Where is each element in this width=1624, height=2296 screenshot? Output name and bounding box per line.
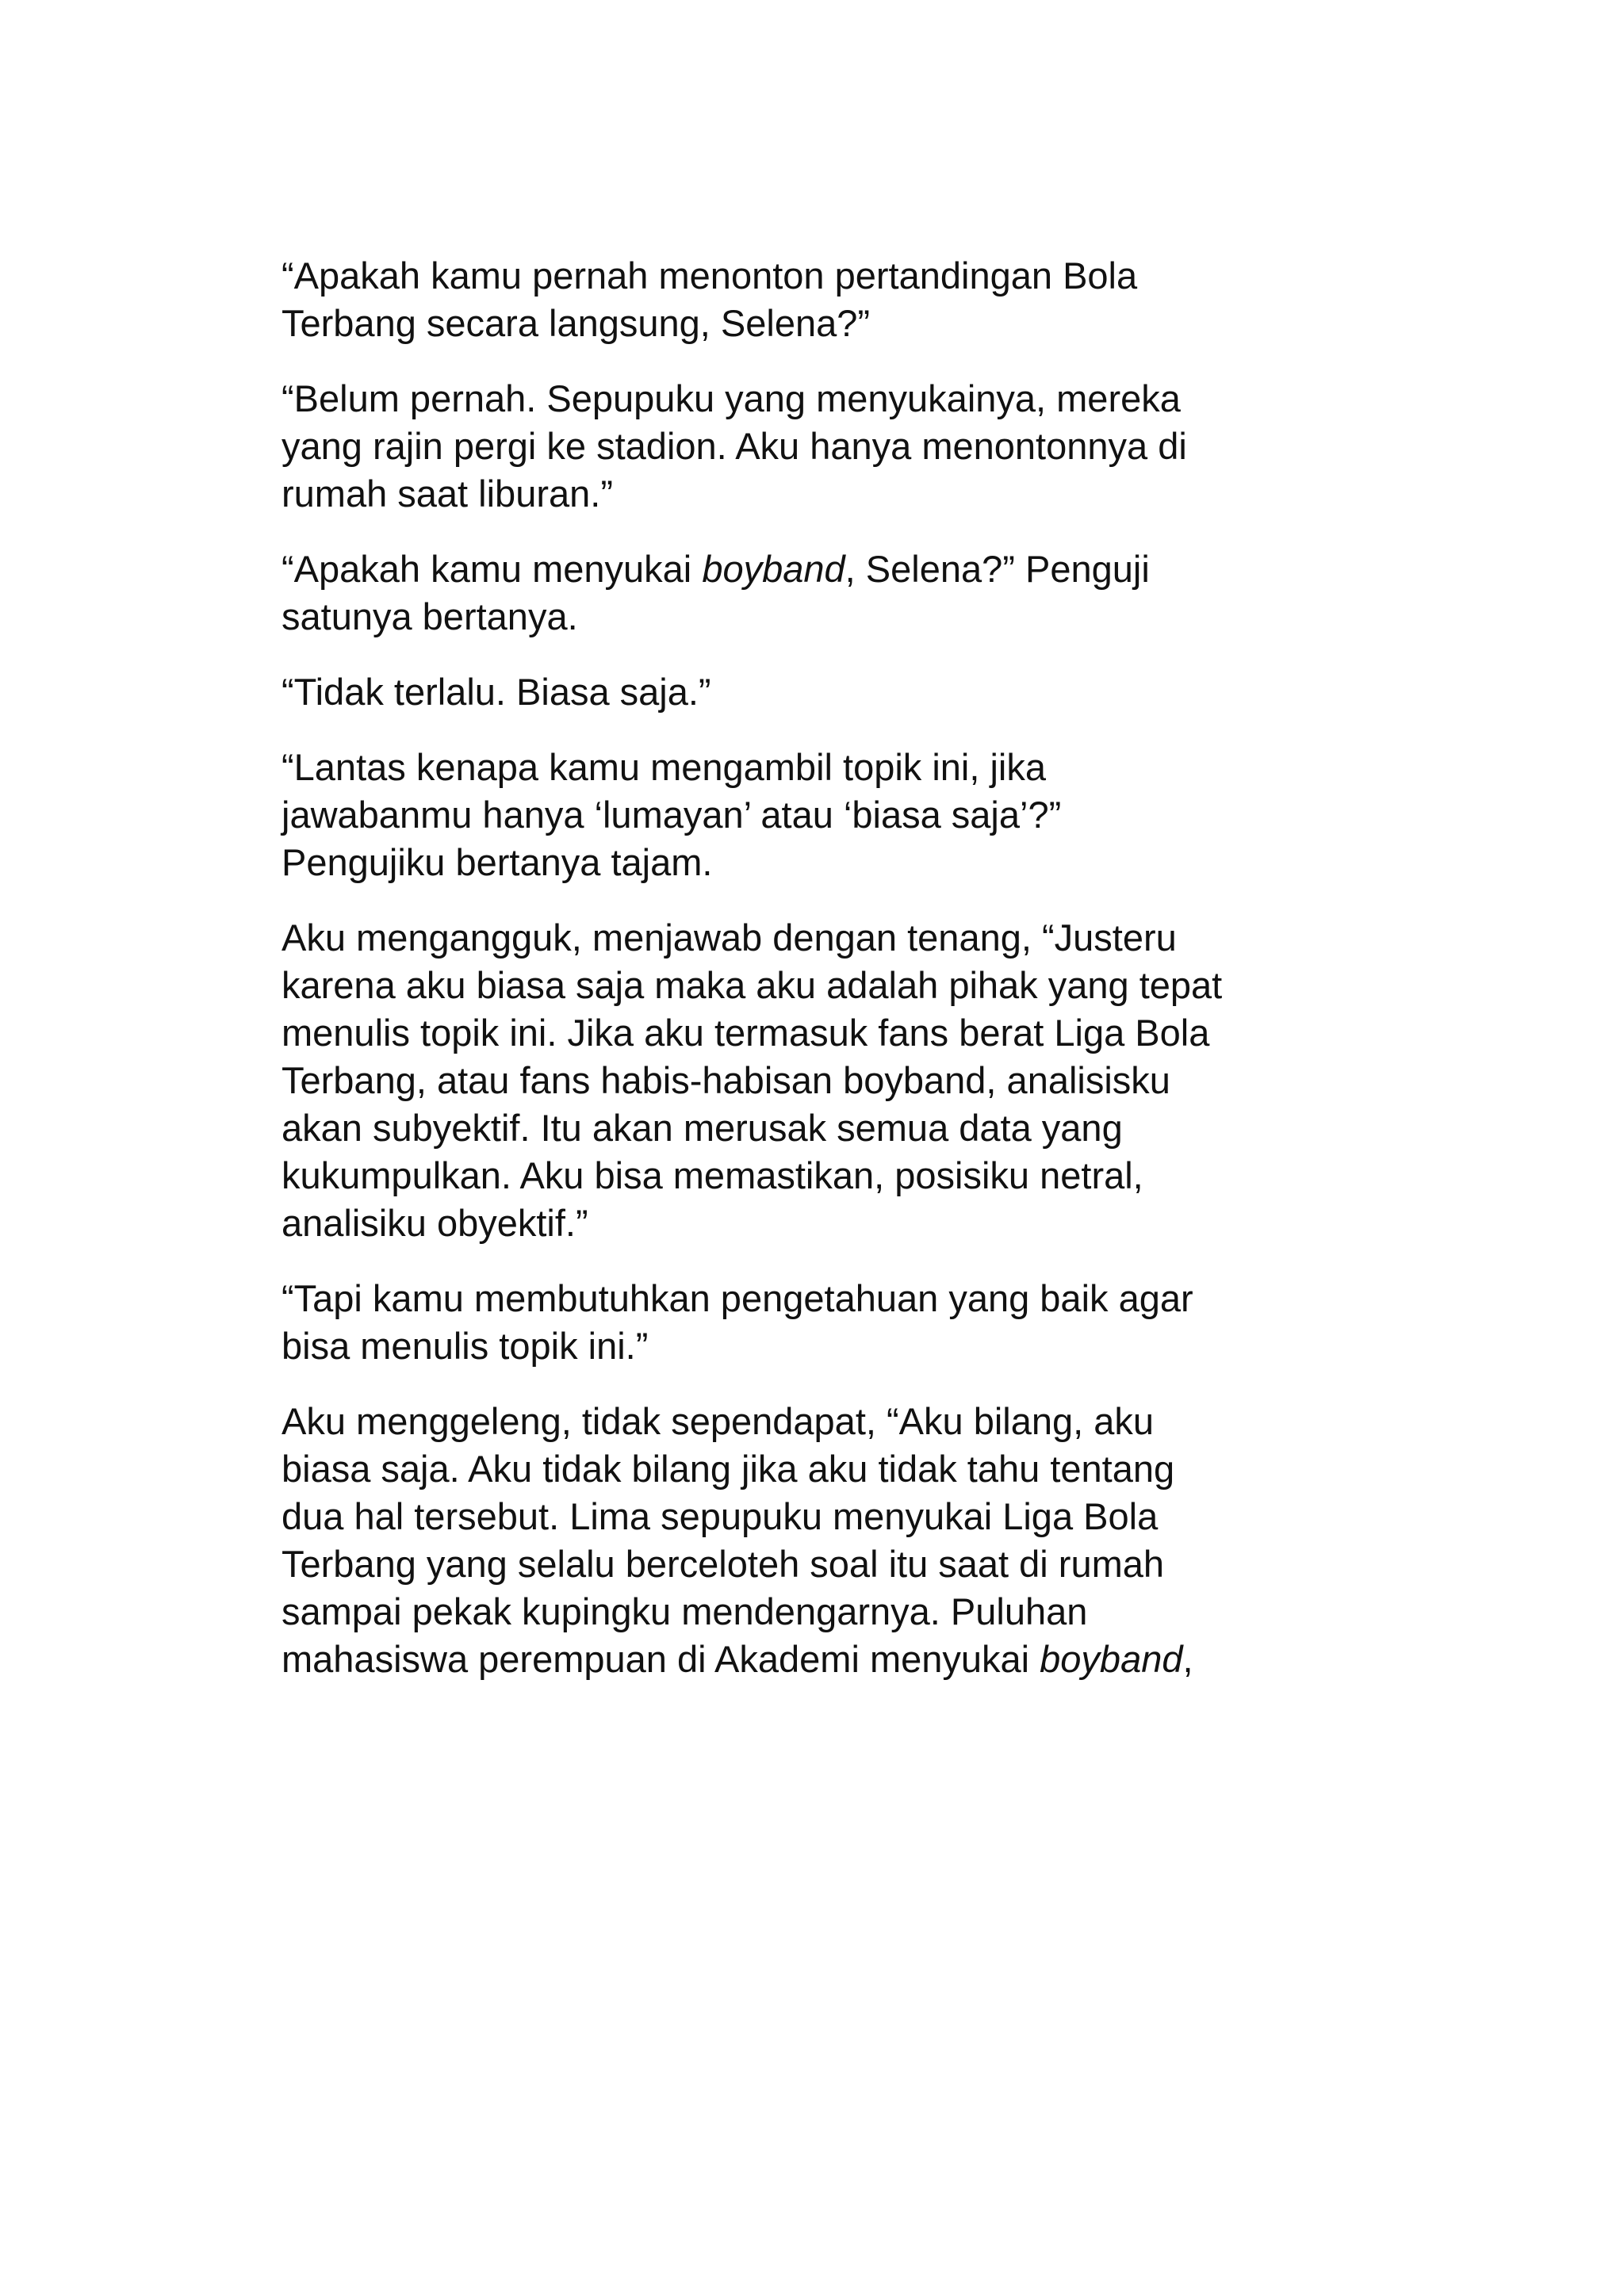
text-line: karena aku biasa saja maka aku adalah pihak yang tepat — [282, 964, 1223, 1006]
text-run: mahasiswa perempuan di Akademi menyukai — [282, 1638, 1040, 1680]
text-line: “Lantas kenapa kamu mengambil topik ini, jika — [282, 746, 1047, 788]
document-body — [282, 252, 1368, 1711]
text-line: bisa menulis topik ini.” — [282, 1325, 649, 1367]
text-line: Terbang, atau fans habis-habisan boyband, analisisku — [282, 1059, 1170, 1101]
text-line — [282, 545, 1368, 593]
text-line: analisiku obyektif.” — [282, 1202, 588, 1244]
text-line: Terbang secara langsung, Selena?” — [282, 302, 871, 344]
paragraph — [282, 744, 1368, 886]
text-line: “Tidak terlalu. Biasa saja.” — [282, 671, 711, 713]
text-run: , — [1182, 1638, 1193, 1680]
paragraph — [282, 914, 1368, 1247]
text-line: Aku mengangguk, menjawab dengan tenang, “Justeru — [282, 916, 1177, 959]
paragraph — [282, 545, 1368, 641]
text-line: biasa saja. Aku tidak bilang jika aku tidak tahu tentang — [282, 1448, 1175, 1490]
text-line: Pengujiku bertanya tajam. — [282, 841, 713, 883]
text-line: “Belum pernah. Sepupuku yang menyukainya, mereka — [282, 377, 1181, 419]
text-run: “Apakah kamu menyukai — [282, 548, 703, 590]
paragraph — [282, 1398, 1368, 1683]
text-line: kukumpulkan. Aku bisa memastikan, posisiku netral, — [282, 1154, 1143, 1196]
text-line — [282, 1636, 1368, 1683]
text-line: Terbang yang selalu berceloteh soal itu saat di rumah — [282, 1543, 1165, 1585]
text-line: dua hal tersebut. Lima sepupuku menyukai Liga Bola — [282, 1495, 1159, 1537]
paragraph — [282, 375, 1368, 518]
text-line: Aku menggeleng, tidak sependapat, “Aku bilang, aku — [282, 1400, 1155, 1442]
paragraph — [282, 252, 1368, 347]
italic-text: boyband — [702, 548, 845, 590]
text-line: yang rajin pergi ke stadion. Aku hanya menontonnya di — [282, 425, 1187, 467]
text-run: , Selena?” Penguji — [845, 548, 1150, 590]
text-line: “Tapi kamu membutuhkan pengetahuan yang baik agar — [282, 1277, 1193, 1319]
text-line: menulis topik ini. Jika aku termasuk fans berat Liga Bola — [282, 1012, 1210, 1054]
text-line: jawabanmu hanya ‘lumayan’ atau ‘biasa saja’?” — [282, 794, 1062, 836]
text-line: sampai pekak kupingku mendengarnya. Puluhan — [282, 1590, 1088, 1632]
text-line: “Apakah kamu pernah menonton pertandingan Bola — [282, 254, 1138, 297]
italic-text: boyband — [1040, 1638, 1183, 1680]
text-line: satunya bertanya. — [282, 595, 578, 637]
paragraph — [282, 1275, 1368, 1370]
text-line: akan subyektif. Itu akan merusak semua data yang — [282, 1107, 1123, 1149]
paragraph — [282, 668, 1368, 716]
text-line: rumah saat liburan.” — [282, 473, 613, 515]
